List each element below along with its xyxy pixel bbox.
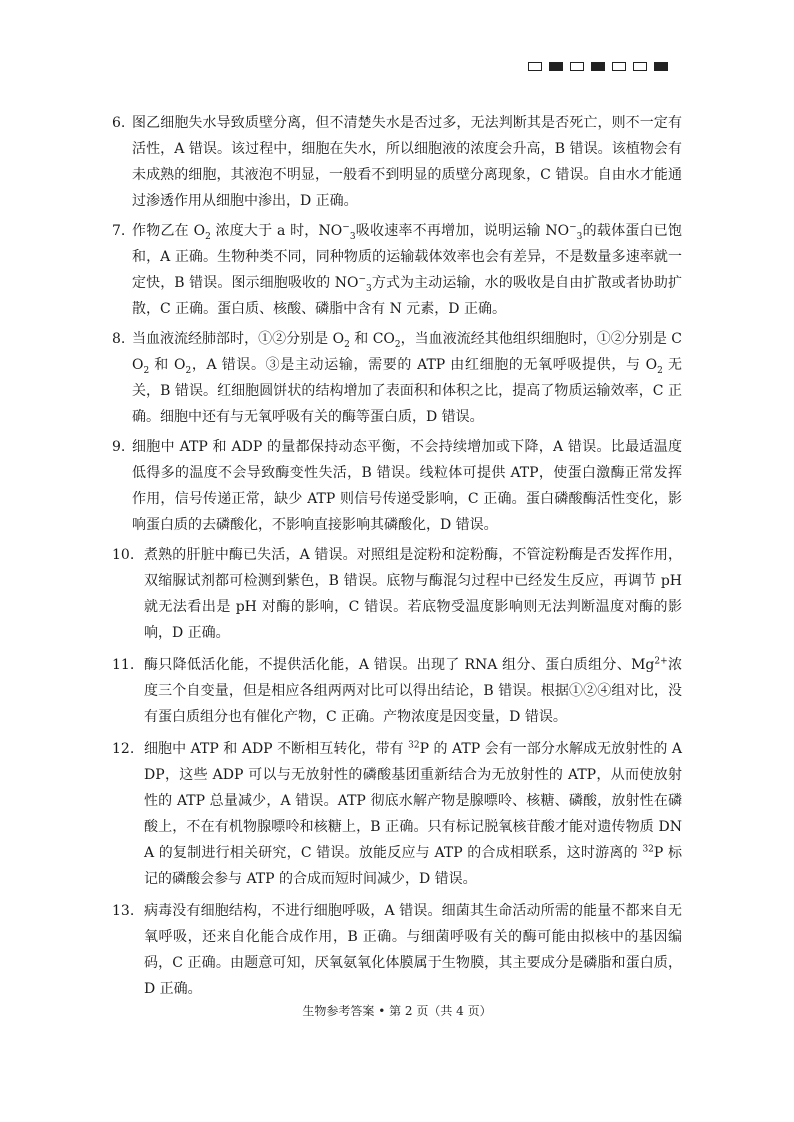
answer-text — [132, 110, 682, 214]
answer-text — [144, 736, 682, 892]
answer-text-segment: 32 — [642, 844, 654, 855]
answer-text-segment: − — [569, 222, 577, 233]
answer-number: 8. — [112, 331, 126, 347]
answer-text-segment: 病毒没有细胞结构，不进行细胞呼吸，A 错误。细菌其生命活动所需的能量不都来自无氧呼吸，还来自化能合成作用，B 正确。与细菌呼吸有关的酶可能由拟核中的基因编码，C 正确。由题意可知，厌氧氨氧化体膜属于生物膜，其主要成分是磷脂和蛋白质，D 正确。 — [144, 903, 682, 997]
answer-text-segment: 方式为主动运输，水的吸收是自由扩散或者协助扩散，C 正确。蛋白质、核酸、磷脂中含有 N 元素，D 正确。 — [132, 275, 683, 317]
answer-text — [132, 434, 682, 538]
answer-text-segment: 浓度大于 a 时，NO — [210, 223, 343, 239]
answer-text-segment: 2 — [205, 231, 211, 242]
header-marker-boxes — [528, 62, 668, 71]
answer-text-segment: 3 — [366, 283, 372, 294]
answer-text-segment: 细胞中 ATP 和 ADP 的量都保持动态平衡，不会持续增加或下降，A 错误。比最适温度低得多的温度不会导致酶变性失活，B 错误。线粒体可提供 ATP，使蛋白激酶正常发挥作用，信号传递正常，缺少 ATP 则信号传递受影响，C 正确。蛋白磷酸酶活性变化，影响蛋白质的去磷酸化，不影响直接影响其磷酸化，D 错误。 — [132, 439, 682, 533]
answer-text — [132, 218, 682, 322]
answer-text-segment: 图乙细胞失水导致质壁分离，但不清楚失水是否过多，无法判断其是否死亡，则不一定有活性，A 错误。该过程中，细胞在失水，所以细胞液的浓度会升高，B 错误。该植物会有未成熟的细胞，其液泡不明显，一般看不到明显的质壁分离现象，C 错误。自由水才能通过渗透作用从细胞中渗出，D 正确。 — [132, 115, 682, 209]
header-box — [612, 62, 626, 71]
answer-number: 12. — [112, 741, 135, 757]
header-box — [633, 62, 647, 71]
answer-text-segment: 酶只降低活化能，不提供活化能，A 错误。出现了 RNA 组分、蛋白质组分、Mg — [144, 657, 655, 673]
page-footer: 生物参考答案 • 第 2 页（共 4 页） — [302, 1004, 492, 1018]
answer-number: 10. — [112, 547, 135, 563]
answer-list — [112, 110, 682, 1002]
answer-text-segment: 和 O — [149, 357, 186, 373]
answer-text — [144, 542, 682, 646]
answer-text-segment: 2 — [185, 365, 192, 376]
answer-number: 9. — [112, 439, 126, 455]
answer-text-segment: 作物乙在 O — [132, 223, 206, 239]
answer-item — [112, 652, 682, 730]
answer-text-segment: 2 — [344, 339, 350, 350]
answer-number: 13. — [112, 903, 135, 919]
answer-text-segment: 2 — [394, 339, 401, 350]
answer-text-segment: 浓度三个自变量，但是相应各组两两对比可以得出结论，B 错误。根据①②④组对比，没有蛋白质组分也有催化产物，C 正确。产物浓度是因变量，D 错误。 — [144, 657, 682, 725]
header-box — [570, 62, 584, 71]
answer-text-segment: P 的 ATP 会有一部分水解成无放射性的 ADP，这些 ADP 可以与无放射性的磷酸基团重新结合为无放射性的 ATP，从而使放射性的 ATP 总量减少，A 错误。ATP 彻底水解产物是腺嘌呤、核糖、磷酸，放射性在磷酸上，不在有机物腺嘌呤和核糖上，B 正确。只有标记脱氧核苷酸才能对遗传物质 DNA 的复制进行相关研究，C 错误。放能反应与 ATP 的合成相联系，这时游离的 — [144, 741, 682, 861]
answer-text-segment: 32 — [408, 740, 420, 751]
answer-number: 11. — [112, 657, 135, 673]
answer-item — [112, 326, 682, 430]
answer-item — [112, 736, 682, 892]
answer-text-segment: − — [342, 222, 350, 233]
answer-text-segment: P 标记的磷酸会参与 ATP 的合成而短时间减少，D 错误。 — [144, 845, 682, 887]
answer-item — [112, 218, 682, 322]
header-box — [528, 62, 542, 71]
answer-text-segment: 当血液流经肺部时，①②分别是 O — [132, 331, 345, 347]
answer-item — [112, 434, 682, 538]
answer-text-segment: 和 CO — [349, 331, 395, 347]
answer-item — [112, 898, 682, 1002]
answer-text-segment: ，当血液流经其他组织细胞时，①②分别是 CO — [132, 331, 682, 373]
answer-text — [144, 652, 682, 730]
answer-text-segment: 3 — [576, 231, 583, 242]
answer-text-segment: − — [358, 274, 367, 285]
answer-text-segment: 煮熟的肝脏中酶已失活，A 错误。对照组是淀粉和淀粉酶，不管淀粉酶是否发挥作用，双缩脲试剂都可检测到紫色，B 错误。底物与酶混匀过程中已经发生反应，再调节 pH 就无法看出是 pH 对酶的影响，C 错误。若底物受温度影响则无法判断温度对酶的影响，D 正确。 — [144, 547, 682, 641]
answer-text — [132, 326, 682, 430]
answer-number: 7. — [112, 223, 126, 239]
answer-text — [144, 898, 682, 1002]
answer-item — [112, 542, 682, 646]
header-box — [549, 62, 563, 71]
answer-number: 6. — [112, 115, 126, 131]
header-box — [591, 62, 605, 71]
header-box — [654, 62, 668, 71]
answer-text-segment: 2 — [143, 365, 150, 376]
answer-text-segment: 的载体蛋白已饱和，A 正确。生物种类不同，同种物质的运输载体效率也会有差异，不是数量多速率就一定快，B 错误。图示细胞吸收的 NO — [132, 223, 682, 291]
answer-text-segment: 2+ — [654, 656, 668, 667]
answer-text-segment: 2 — [657, 365, 663, 376]
answer-text-segment: 吸收速率不再增加，说明运输 NO — [355, 223, 570, 239]
answer-text-segment: 无关，B 错误。红细胞圆饼状的结构增加了表面积和体积之比，提高了物质运输效率，C 正确。细胞中还有与无氧呼吸有关的酶等蛋白质，D 错误。 — [132, 357, 682, 425]
answer-text-segment: 细胞中 ATP 和 ADP 不断相互转化，带有 — [144, 741, 409, 757]
answer-text-segment: ，A 错误。③是主动运输，需要的 ATP 由红细胞的无氧呼吸提供，与 O — [191, 357, 658, 373]
answer-text-segment: 3 — [349, 231, 356, 242]
answer-item — [112, 110, 682, 214]
